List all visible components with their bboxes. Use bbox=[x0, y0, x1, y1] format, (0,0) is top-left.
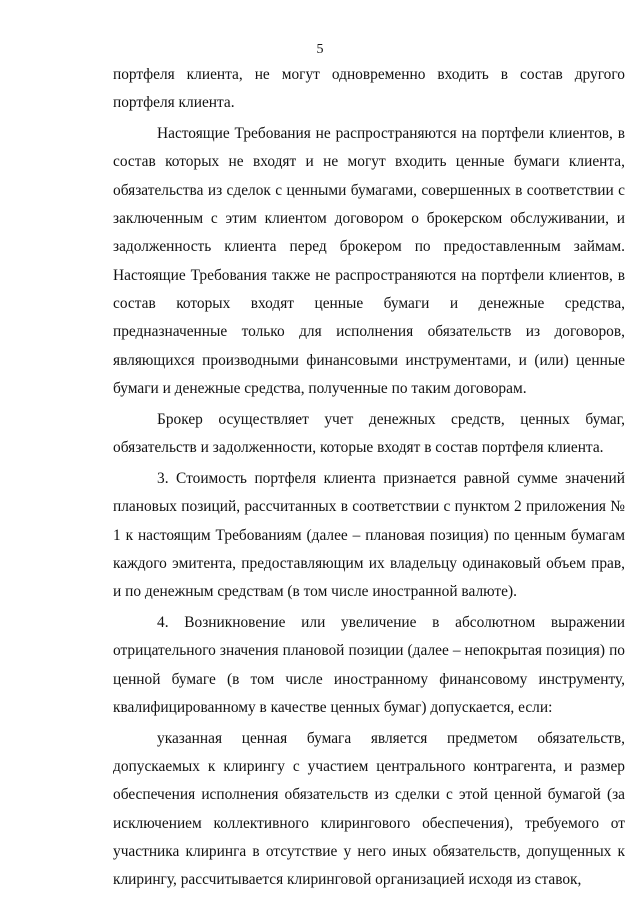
paragraph-requirements-scope: Настоящие Требования не распространяются на портфели клиентов, в состав которых не входят и не могут входить ценные бумаги клиента, обязательства из сделок с ценными бумагами, совершенных в соответствии с заключенным с этим клиентом договором о брокерском обслуживании, и задолженность клиента перед брокером по предоставленным займам. Настоящие Требования также не распространяются на портфели клиентов, в состав которых входят ценные бумаги и денежные средства, предназначенные только для исполнения обязательств из договоров, являющихся производными финансовыми инструментами, и (или) ценные бумаги и денежные средства, полученные по таким договорам. bbox=[113, 125, 625, 397]
page-number: 5 bbox=[316, 42, 324, 57]
paragraph-item-4: 4. Возникновение или увеличение в абсолютном выражении отрицательного значения плановой позиции (далее – непокрытая позиция) по ценной бумаге (в том числе иностранному финансовому инструменту, квалифицированному в качестве ценных бумаг) допускается, если: bbox=[113, 614, 625, 716]
paragraph-item-3: 3. Стоимость портфеля клиента признается равной сумме значений плановых позиций, рассчитанных в соответствии с пунктом 2 приложения № 1 к настоящим Требованиям (далее – плановая позиция) по ценным бумагам каждого эмитента, предоставляющим их владельцу одинаковый объем прав, и по денежным средствам (в том числе иностранной валюте). bbox=[113, 469, 625, 601]
paragraph-broker-accounting: Брокер осуществляет учет денежных средств, ценных бумаг, обязательств и задолженности, которые входят в состав портфеля клиента. bbox=[113, 410, 625, 457]
paragraph-condition: указанная ценная бумага является предметом обязательств, допускаемых к клирингу с участием центрального контрагента, и размер обеспечения исполнения обязательств из сделки с этой ценной бумагой (за исключением коллективного клирингового обеспечения), требуемого от участника клиринга в отсутствие у него иных обязательств, допущенных к клирингу, рассчитывается клиринговой организацией исходя из ставок, bbox=[113, 729, 625, 889]
paragraph-continuation: портфеля клиента, не могут одновременно входить в состав другого портфеля клиента. bbox=[113, 66, 625, 112]
document-body bbox=[113, 61, 625, 897]
